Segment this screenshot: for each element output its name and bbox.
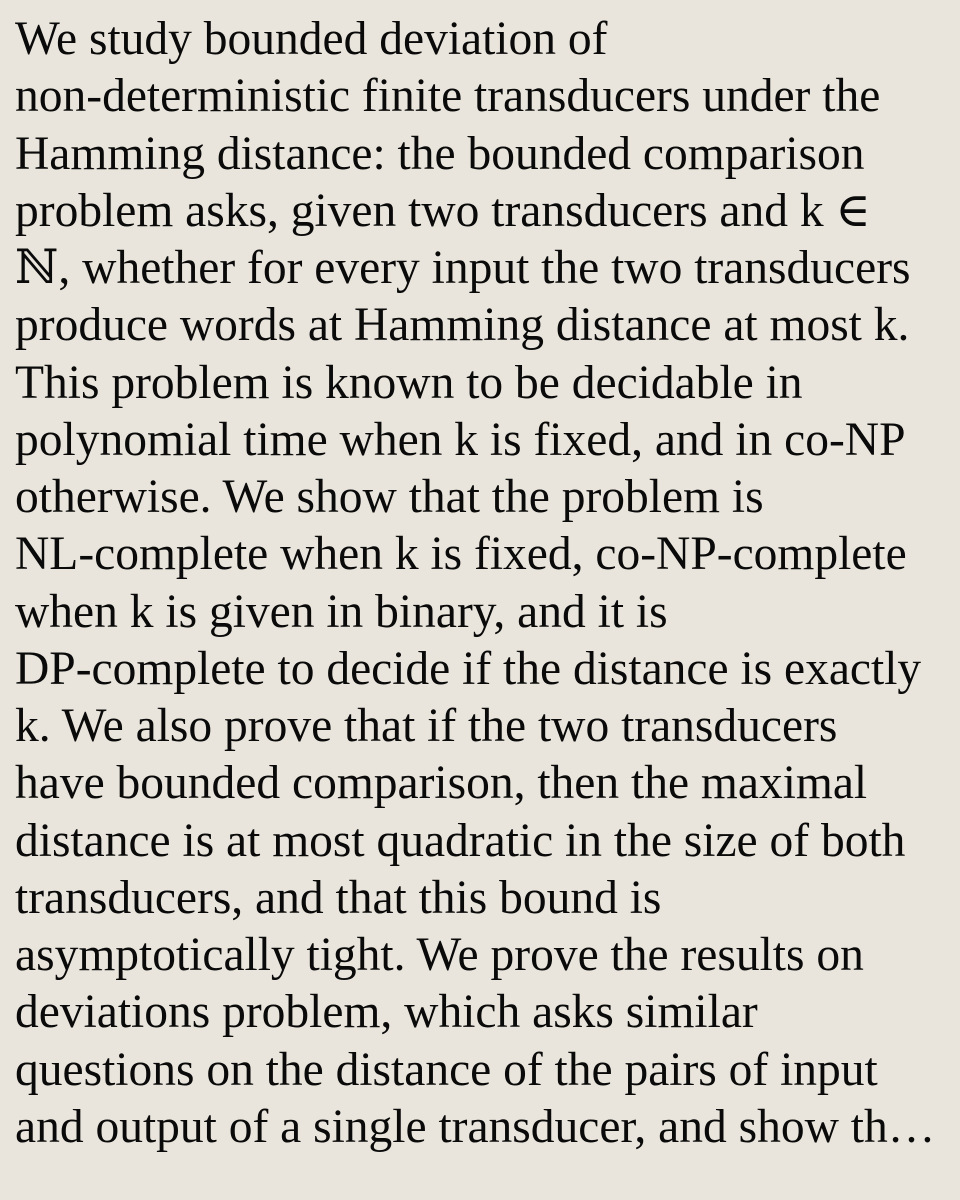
- abstract-line: DP-complete to decide if the distance is exactly: [15, 642, 922, 695]
- abstract-line: k. We also prove that if the two transducers: [15, 700, 838, 752]
- abstract-text: [15, 11, 950, 1156]
- abstract-line: and output of a single transducer, and show th…: [15, 1100, 936, 1153]
- abstract-line: We study bounded deviation of: [15, 13, 608, 65]
- abstract-line: questions on the distance of the pairs of input: [15, 1043, 878, 1096]
- abstract-line: ℕ, whether for every input the two transducers: [15, 242, 911, 294]
- abstract-line: transducers, and that this bound is: [15, 871, 662, 924]
- abstract-line: deviations problem, which asks similar: [15, 986, 758, 1039]
- abstract-line: problem asks, given two transducers and k ∈: [15, 184, 871, 237]
- abstract-line: have bounded comparison, then the maximal: [15, 757, 868, 810]
- abstract-line: NL-complete when k is fixed, co-NP-complete: [15, 528, 907, 581]
- abstract-line: distance is at most quadratic in the size of both: [15, 814, 906, 867]
- abstract-line: produce words at Hamming distance at most k.: [15, 299, 910, 352]
- abstract-line: otherwise. We show that the problem is: [15, 471, 764, 523]
- abstract-line: polynomial time when k is fixed, and in co-NP: [15, 413, 906, 466]
- abstract-line: non-deterministic finite transducers under the: [15, 70, 881, 123]
- abstract-line: when k is given in binary, and it is: [15, 585, 668, 638]
- abstract-line: asymptotically tight. We prove the results on: [15, 929, 864, 981]
- abstract-line: Hamming distance: the bounded comparison: [15, 127, 865, 180]
- abstract-line: This problem is known to be decidable in: [15, 356, 803, 409]
